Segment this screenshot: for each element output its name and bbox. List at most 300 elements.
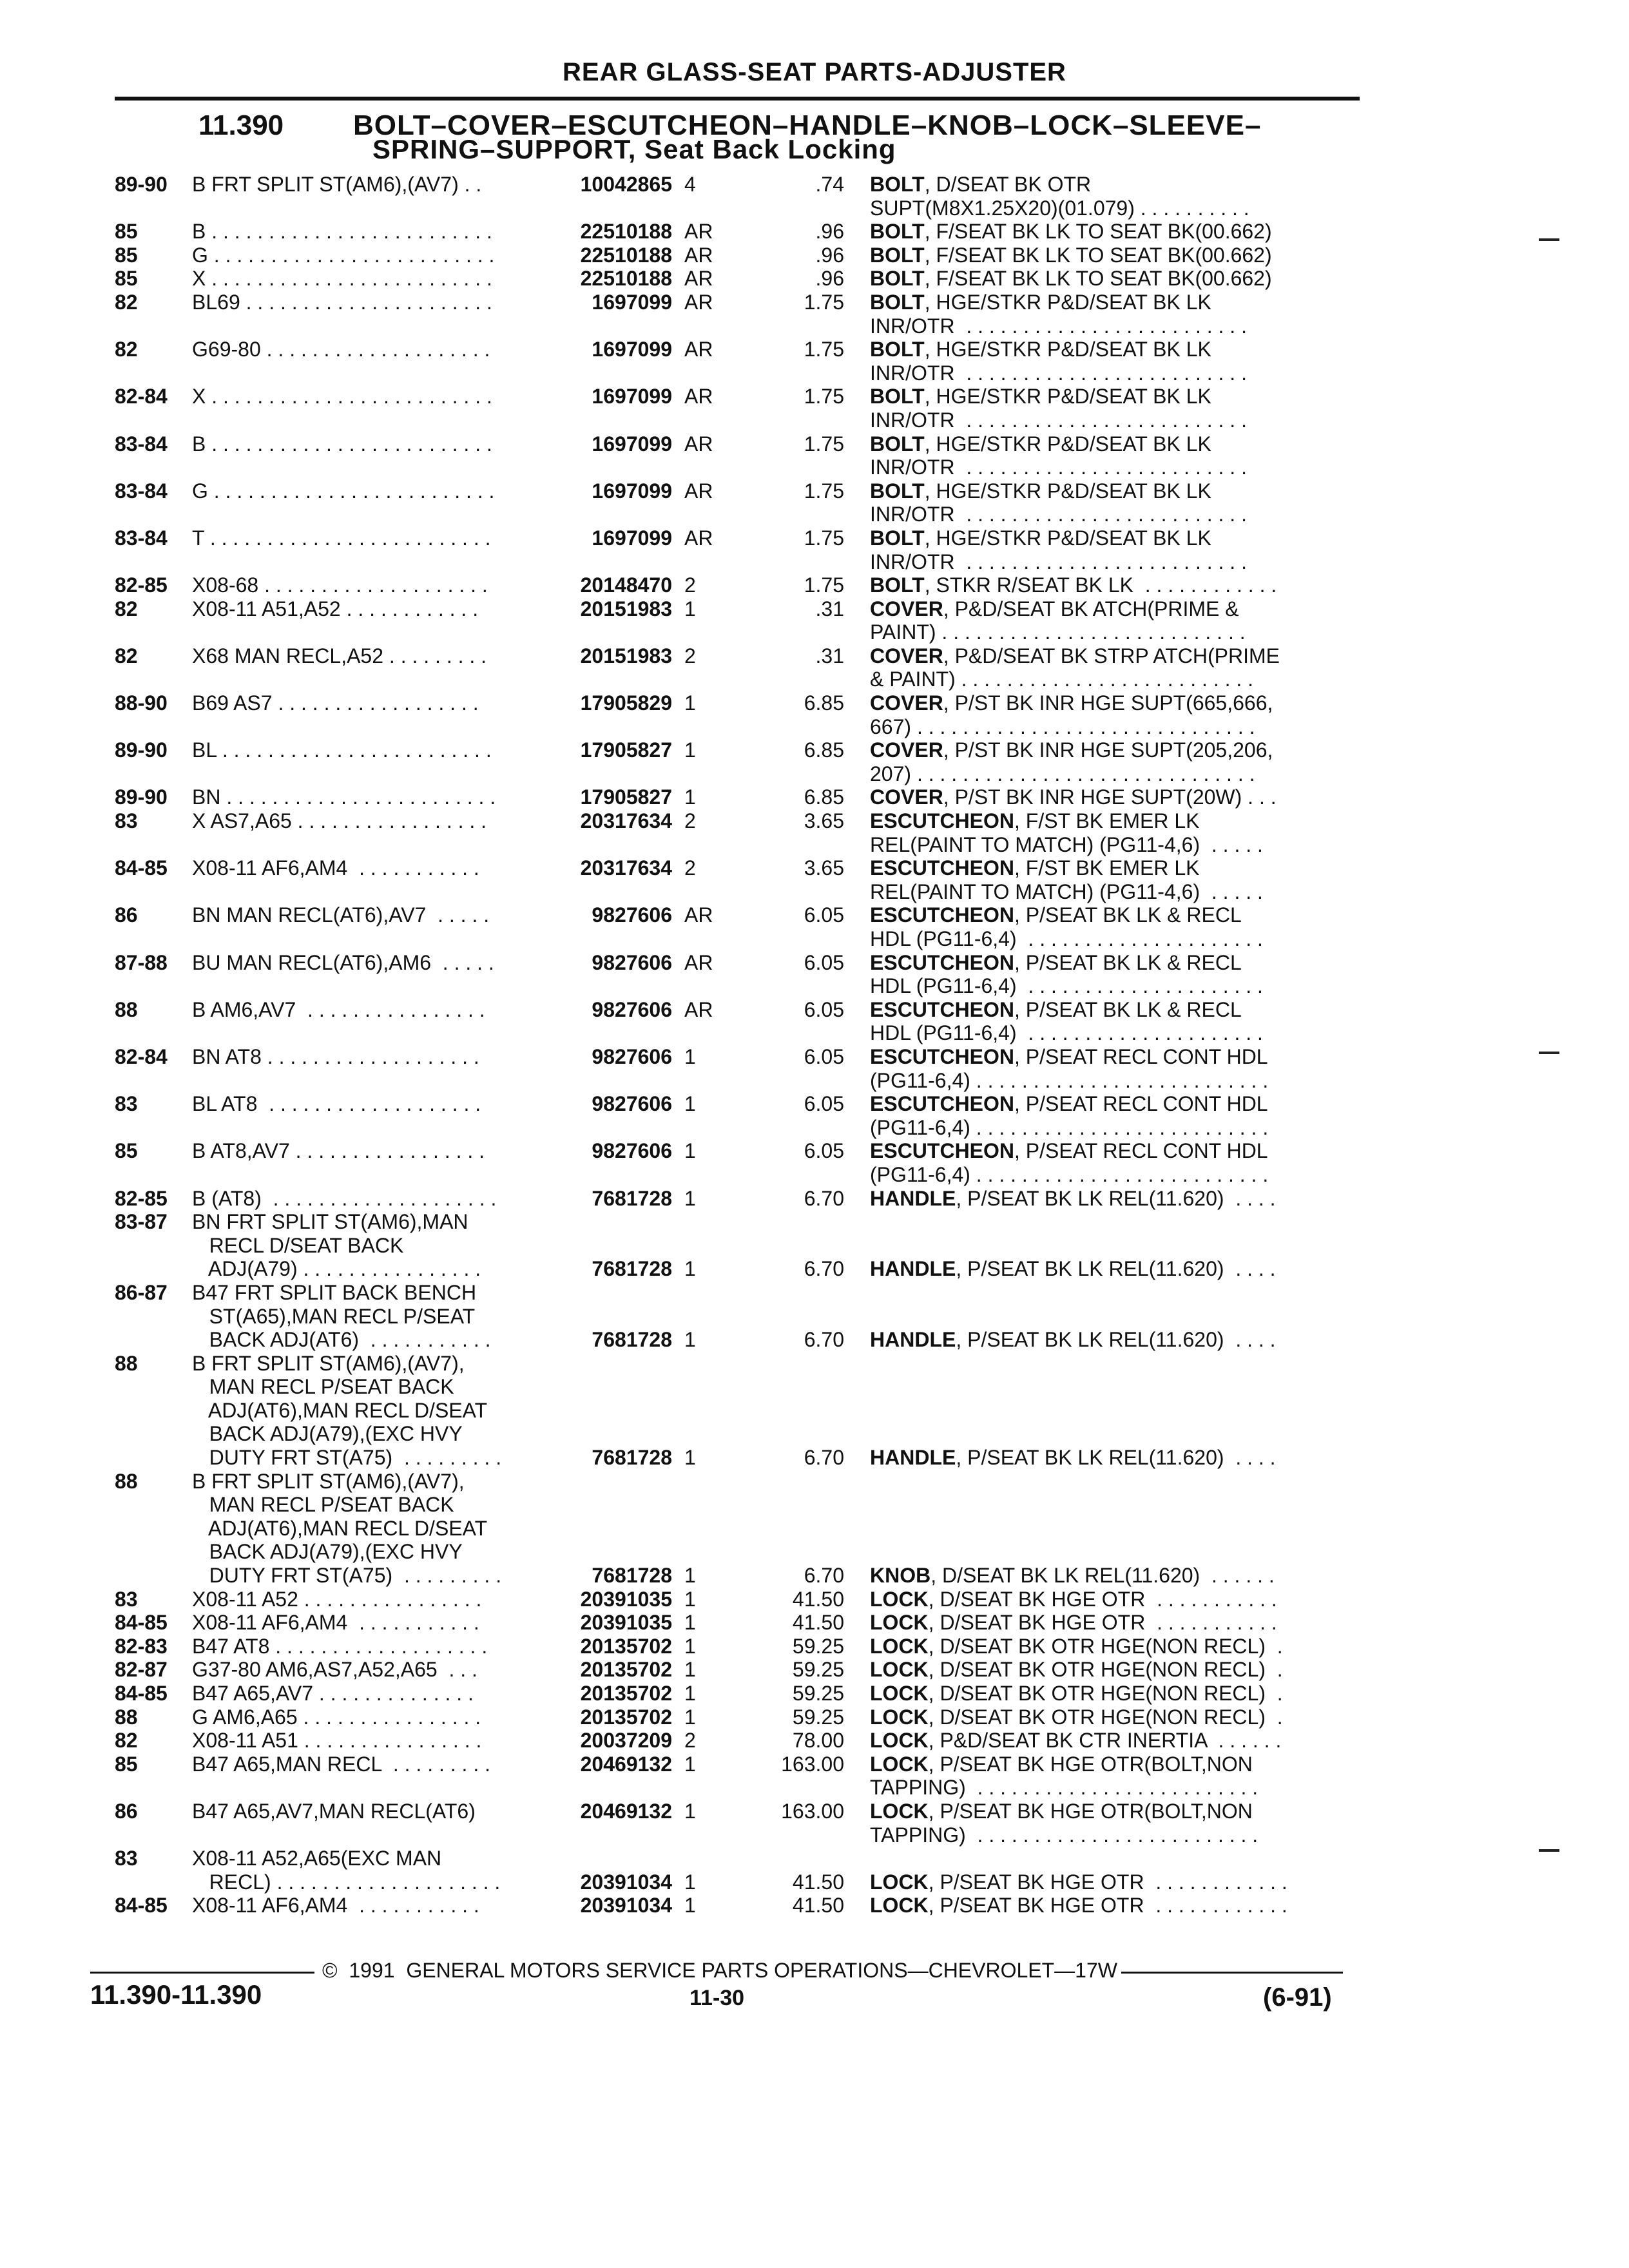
quantity: AR — [684, 220, 713, 244]
application: G37-80 AM6,AS7,A52,A65 . . . — [192, 1658, 477, 1682]
table-row — [0, 1163, 1629, 1187]
part-number: 17905829 — [580, 691, 672, 715]
model-years: 88 — [115, 1469, 138, 1493]
description — [870, 668, 1347, 691]
application: DUTY FRT ST(A75) . . . . . . . . . — [192, 1564, 502, 1588]
description — [870, 1187, 1347, 1211]
description — [870, 338, 1347, 361]
part-detail: , HGE/STKR P&D/SEAT BK LK — [924, 432, 1211, 456]
table-row — [0, 974, 1629, 998]
application: B FRT SPLIT ST(AM6),(AV7), — [192, 1469, 465, 1493]
model-years: 83 — [115, 809, 138, 833]
description — [870, 526, 1347, 550]
price: 1.75 — [804, 290, 844, 314]
table-row — [0, 597, 1629, 621]
application: BN . . . . . . . . . . . . . . . . . . . . . . . . — [192, 785, 496, 809]
table-row — [0, 291, 1629, 314]
part-detail: , D/SEAT BK LK REL(11.620) . . . . . . — [930, 1564, 1275, 1588]
part-detail: , P&D/SEAT BK CTR INERTIA . . . . . . — [928, 1729, 1282, 1753]
description — [870, 1446, 1347, 1470]
section-range: 11.390-11.390 — [90, 1979, 262, 2010]
quantity: 2 — [684, 1729, 696, 1753]
model-years: 86 — [115, 1799, 138, 1823]
price: 1.75 — [804, 526, 844, 550]
application: G . . . . . . . . . . . . . . . . . . . . . . . . . — [192, 243, 495, 267]
part-name: HANDLE — [870, 1257, 956, 1281]
description — [870, 1069, 1347, 1093]
part-number: 9827606 — [592, 1139, 672, 1163]
description — [870, 762, 1347, 786]
part-number: 20148470 — [580, 573, 672, 597]
part-detail: INR/OTR . . . . . . . . . . . . . . . . . . . . . . . . . — [870, 503, 1247, 526]
part-name: BOLT — [870, 479, 925, 503]
part-name: LOCK — [870, 1682, 929, 1705]
part-detail: TAPPING) . . . . . . . . . . . . . . . . . . . . . . . . . — [870, 1823, 1258, 1847]
price: 41.50 — [792, 1611, 844, 1635]
description — [870, 291, 1347, 314]
part-name: LOCK — [870, 1611, 929, 1635]
description — [870, 550, 1347, 574]
model-years: 85 — [115, 1139, 138, 1163]
price: .96 — [815, 267, 844, 291]
quantity: 1 — [684, 738, 696, 762]
part-detail: 667) . . . . . . . . . . . . . . . . . . . . . . . . . . . . . . — [870, 715, 1255, 738]
application: X08-11 A51,A52 . . . . . . . . . . . . — [192, 597, 479, 620]
price: 6.70 — [804, 1564, 844, 1588]
table-row — [0, 1139, 1629, 1163]
model-years: 83 — [115, 1847, 138, 1870]
part-number: 7681728 — [592, 1564, 672, 1588]
application: X08-11 AF6,AM4 . . . . . . . . . . . — [192, 1611, 479, 1635]
table-row — [0, 267, 1629, 291]
description — [870, 1257, 1347, 1281]
model-years: 83 — [115, 1092, 138, 1116]
description — [870, 1021, 1347, 1045]
table-row — [0, 1422, 1629, 1446]
table-row — [0, 1399, 1629, 1423]
part-number: 9827606 — [592, 950, 672, 974]
table-row — [0, 1800, 1629, 1823]
table-row — [0, 1116, 1629, 1140]
application: BN AT8 . . . . . . . . . . . . . . . . . . . — [192, 1044, 479, 1068]
table-row — [0, 1328, 1629, 1352]
model-years: 82-83 — [115, 1634, 168, 1658]
description — [870, 432, 1347, 456]
application: B FRT SPLIT ST(AM6),(AV7) . . — [192, 173, 482, 196]
application: ADJ(AT6),MAN RECL D/SEAT — [192, 1516, 488, 1540]
part-number: 20135702 — [580, 1634, 672, 1658]
description — [870, 1092, 1347, 1116]
table-row — [0, 408, 1629, 432]
table-row — [0, 1776, 1629, 1800]
part-number: 17905827 — [580, 785, 672, 809]
quantity: 1 — [684, 1682, 696, 1705]
application: B47 A65,MAN RECL . . . . . . . . . — [192, 1752, 490, 1776]
table-row — [0, 1045, 1629, 1069]
footer-rule-left — [90, 1972, 314, 1974]
price: 6.70 — [804, 1257, 844, 1281]
price: 6.85 — [804, 785, 844, 809]
part-detail: , D/SEAT BK OTR HGE(NON RECL) . — [928, 1705, 1283, 1729]
copyright-notice: © 1991 GENERAL MOTORS SERVICE PARTS OPERATIONS—CHEVROLET—17W — [322, 1959, 1117, 1982]
table-row — [0, 1234, 1629, 1258]
part-detail: , P&D/SEAT BK ATCH(PRIME & — [943, 597, 1239, 620]
price: 1.75 — [804, 338, 844, 361]
quantity: 4 — [684, 173, 696, 196]
application: B AT8,AV7 . . . . . . . . . . . . . . . . . — [192, 1139, 485, 1163]
part-name: BOLT — [870, 267, 925, 291]
description — [870, 244, 1347, 267]
quantity: 1 — [684, 1587, 696, 1611]
part-name: BOLT — [870, 385, 925, 408]
model-years: 88 — [115, 1351, 138, 1375]
price: 163.00 — [781, 1752, 844, 1776]
description — [870, 1800, 1347, 1823]
description — [870, 1635, 1347, 1658]
description — [870, 1139, 1347, 1163]
part-name: BOLT — [870, 338, 925, 361]
table-row — [0, 1021, 1629, 1045]
quantity: AR — [684, 267, 713, 291]
part-number: 7681728 — [592, 1446, 672, 1470]
model-years: 83 — [115, 1587, 138, 1611]
description — [870, 385, 1347, 408]
part-number: 1697099 — [592, 432, 672, 456]
description — [870, 856, 1347, 880]
margin-tick — [1539, 1849, 1559, 1852]
price: 6.05 — [804, 1044, 844, 1068]
application: BL . . . . . . . . . . . . . . . . . . . . . . . . — [192, 738, 492, 762]
section-number: 11.390 — [198, 110, 284, 141]
part-detail: , P&D/SEAT BK STRP ATCH(PRIME — [943, 644, 1280, 668]
quantity: 1 — [684, 1752, 696, 1776]
table-row — [0, 1069, 1629, 1093]
part-detail: , HGE/STKR P&D/SEAT BK LK — [924, 479, 1211, 503]
table-row — [0, 1753, 1629, 1776]
part-number: 9827606 — [592, 1092, 672, 1116]
application: X . . . . . . . . . . . . . . . . . . . . . . . . . — [192, 267, 492, 291]
description — [870, 785, 1347, 809]
table-row — [0, 1564, 1629, 1588]
description — [870, 644, 1347, 668]
model-years: 85 — [115, 1752, 138, 1776]
application: BACK ADJ(A79),(EXC HVY — [192, 1540, 463, 1564]
part-detail: , P/ST BK INR HGE SUPT(20W) . . . — [943, 785, 1277, 809]
quantity: 1 — [684, 1564, 696, 1588]
table-row — [0, 620, 1629, 644]
part-number: 20135702 — [580, 1658, 672, 1682]
table-row — [0, 785, 1629, 809]
quantity: AR — [684, 526, 713, 550]
table-row — [0, 1588, 1629, 1611]
description — [870, 738, 1347, 762]
description — [870, 1045, 1347, 1069]
table-row — [0, 1635, 1629, 1658]
model-years: 85 — [115, 243, 138, 267]
price: 59.25 — [792, 1634, 844, 1658]
application: B69 AS7 . . . . . . . . . . . . . . . . . . — [192, 691, 479, 715]
price: 1.75 — [804, 479, 844, 503]
price: .74 — [815, 173, 844, 196]
application: DUTY FRT ST(A75) . . . . . . . . . — [192, 1446, 502, 1470]
margin-tick — [1539, 1052, 1559, 1054]
part-number: 20151983 — [580, 597, 672, 620]
part-detail: , P/SEAT BK HGE OTR . . . . . . . . . . . . — [928, 1870, 1287, 1894]
part-name: LOCK — [870, 1705, 929, 1729]
description — [870, 408, 1347, 432]
quantity: 1 — [684, 1257, 696, 1281]
quantity: AR — [684, 338, 713, 361]
table-row — [0, 244, 1629, 267]
price: 6.70 — [804, 1446, 844, 1470]
quantity: AR — [684, 479, 713, 503]
application: X08-11 A52,A65(EXC MAN — [192, 1847, 442, 1870]
part-name: ESCUTCHEON — [870, 856, 1015, 880]
price: 1.75 — [804, 573, 844, 597]
table-row — [0, 809, 1629, 833]
table-row — [0, 1352, 1629, 1376]
part-detail: , P/SEAT BK HGE OTR(BOLT,NON — [928, 1799, 1253, 1823]
table-row — [0, 1706, 1629, 1729]
part-name: ESCUTCHEON — [870, 1139, 1015, 1163]
part-number: 20135702 — [580, 1705, 672, 1729]
price: 59.25 — [792, 1682, 844, 1705]
part-name: LOCK — [870, 1634, 929, 1658]
table-row — [0, 691, 1629, 715]
parts-table — [0, 173, 1629, 1917]
part-number: 20317634 — [580, 809, 672, 833]
part-name: BOLT — [870, 243, 925, 267]
part-number: 20469132 — [580, 1752, 672, 1776]
table-row — [0, 197, 1629, 220]
part-name: KNOB — [870, 1564, 931, 1588]
table-row — [0, 715, 1629, 739]
part-number: 1697099 — [592, 526, 672, 550]
model-years: 84-85 — [115, 1682, 168, 1705]
description — [870, 1870, 1347, 1894]
part-name: COVER — [870, 691, 943, 715]
part-name: ESCUTCHEON — [870, 997, 1015, 1021]
model-years: 89-90 — [115, 785, 168, 809]
description — [870, 173, 1347, 197]
part-name: LOCK — [870, 1799, 929, 1823]
model-years: 88-90 — [115, 691, 168, 715]
table-row — [0, 1493, 1629, 1517]
description — [870, 1682, 1347, 1706]
part-detail: , F/SEAT BK LK TO SEAT BK(00.662) — [924, 267, 1272, 291]
part-detail: INR/OTR . . . . . . . . . . . . . . . . . . . . . . . . . — [870, 456, 1247, 479]
description — [870, 951, 1347, 975]
quantity: 1 — [684, 1092, 696, 1116]
price: 78.00 — [792, 1729, 844, 1753]
part-number: 7681728 — [592, 1328, 672, 1352]
part-name: LOCK — [870, 1752, 929, 1776]
description — [870, 314, 1347, 338]
part-detail: , STKR R/SEAT BK LK . . . . . . . . . . . . — [924, 573, 1277, 597]
description — [870, 220, 1347, 244]
part-detail: , P/SEAT BK HGE OTR(BOLT,NON — [928, 1752, 1253, 1776]
table-row — [0, 1682, 1629, 1706]
part-detail: , P/SEAT BK LK REL(11.620) . . . . — [956, 1186, 1276, 1210]
page-title: REAR GLASS-SEAT PARTS-ADJUSTER — [563, 58, 1066, 86]
part-detail: , P/SEAT BK LK & RECL — [1014, 903, 1242, 927]
part-detail: HDL (PG11-6,4) . . . . . . . . . . . . . . . . . . . . . — [870, 974, 1263, 998]
model-years: 83-87 — [115, 1210, 168, 1234]
quantity: 1 — [684, 1894, 696, 1917]
application: X08-68 . . . . . . . . . . . . . . . . . . . . — [192, 573, 488, 597]
quantity: 2 — [684, 809, 696, 833]
price: 1.75 — [804, 432, 844, 456]
part-detail: , D/SEAT BK OTR HGE(NON RECL) . — [928, 1658, 1283, 1682]
quantity: 1 — [684, 1611, 696, 1635]
description — [870, 998, 1347, 1022]
application: B (AT8) . . . . . . . . . . . . . . . . . . . . — [192, 1186, 497, 1210]
part-number: 9827606 — [592, 1044, 672, 1068]
application: X AS7,A65 . . . . . . . . . . . . . . . . . — [192, 809, 487, 833]
price: 6.70 — [804, 1186, 844, 1210]
quantity: 1 — [684, 1186, 696, 1210]
quantity: 1 — [684, 1139, 696, 1163]
model-years: 82-84 — [115, 385, 168, 408]
part-name: COVER — [870, 785, 943, 809]
part-detail: , D/SEAT BK HGE OTR . . . . . . . . . . . — [928, 1611, 1277, 1635]
table-row — [0, 1305, 1629, 1329]
description — [870, 597, 1347, 621]
header-rule — [115, 97, 1360, 101]
table-row — [0, 456, 1629, 479]
part-detail: HDL (PG11-6,4) . . . . . . . . . . . . . . . . . . . . . — [870, 1021, 1263, 1045]
part-name: COVER — [870, 644, 943, 668]
part-name: BOLT — [870, 290, 925, 314]
part-name: ESCUTCHEON — [870, 809, 1015, 833]
price: 1.75 — [804, 385, 844, 408]
description — [870, 927, 1347, 951]
application: X08-11 A51 . . . . . . . . . . . . . . . . — [192, 1729, 482, 1753]
section-title-line-2: SPRING–SUPPORT, Seat Back Locking — [372, 134, 896, 164]
part-detail: INR/OTR . . . . . . . . . . . . . . . . . . . . . . . . . — [870, 408, 1247, 432]
part-detail: PAINT) . . . . . . . . . . . . . . . . . . . . . . . . . . . — [870, 620, 1246, 644]
description — [870, 833, 1347, 857]
part-number: 1697099 — [592, 479, 672, 503]
model-years: 86 — [115, 903, 138, 927]
price: 59.25 — [792, 1705, 844, 1729]
model-years: 82-85 — [115, 573, 168, 597]
model-years: 88 — [115, 1705, 138, 1729]
date-code: (6-91) — [1263, 1983, 1332, 2012]
application: G69-80 . . . . . . . . . . . . . . . . . . . . — [192, 338, 490, 361]
application: BN FRT SPLIT ST(AM6),MAN — [192, 1210, 468, 1234]
price: .31 — [815, 644, 844, 668]
part-number: 7681728 — [592, 1186, 672, 1210]
quantity: AR — [684, 290, 713, 314]
model-years: 82 — [115, 1729, 138, 1753]
part-detail: , P/SEAT BK LK & RECL — [1014, 997, 1242, 1021]
price: 59.25 — [792, 1658, 844, 1682]
model-years: 83-84 — [115, 479, 168, 503]
price: 6.70 — [804, 1328, 844, 1352]
part-detail: , P/SEAT BK LK REL(11.620) . . . . — [956, 1328, 1276, 1352]
part-name: HANDLE — [870, 1328, 956, 1352]
model-years: 88 — [115, 997, 138, 1021]
part-name: LOCK — [870, 1729, 929, 1753]
part-number: 22510188 — [580, 220, 672, 244]
part-name: HANDLE — [870, 1446, 956, 1470]
description — [870, 1776, 1347, 1800]
page-number: 11-30 — [689, 1986, 745, 2010]
table-row — [0, 503, 1629, 526]
table-row — [0, 998, 1629, 1022]
application: ST(A65),MAN RECL P/SEAT — [192, 1304, 476, 1328]
quantity: 1 — [684, 1634, 696, 1658]
description — [870, 1611, 1347, 1635]
description — [870, 974, 1347, 998]
table-row — [0, 314, 1629, 338]
description — [870, 903, 1347, 927]
quantity: AR — [684, 997, 713, 1021]
price: .31 — [815, 597, 844, 620]
table-row — [0, 1210, 1629, 1234]
part-detail: REL(PAINT TO MATCH) (PG11-4,6) . . . . . — [870, 879, 1263, 903]
application: B FRT SPLIT ST(AM6),(AV7), — [192, 1351, 465, 1375]
footer-rule-right — [1121, 1972, 1343, 1974]
part-name: LOCK — [870, 1894, 929, 1917]
price: 3.65 — [804, 856, 844, 880]
description — [870, 809, 1347, 833]
part-detail: , P/SEAT BK LK REL(11.620) . . . . — [956, 1446, 1276, 1470]
application: T . . . . . . . . . . . . . . . . . . . . . . . . . — [192, 526, 491, 550]
quantity: AR — [684, 903, 713, 927]
price: 6.05 — [804, 1139, 844, 1163]
application: BACK ADJ(AT6) . . . . . . . . . . . — [192, 1328, 491, 1352]
description — [870, 197, 1347, 220]
part-detail: , D/SEAT BK OTR HGE(NON RECL) . — [928, 1682, 1283, 1705]
section-title-line-1: BOLT–COVER–ESCUTCHEON–HANDLE–KNOB–LOCK–SLEEVE– — [353, 110, 1262, 141]
part-detail: , P/ST BK INR HGE SUPT(205,206, — [943, 738, 1273, 762]
table-row — [0, 1823, 1629, 1847]
application: B . . . . . . . . . . . . . . . . . . . . . . . . . — [192, 220, 492, 244]
model-years: 85 — [115, 220, 138, 244]
application: BN MAN RECL(AT6),AV7 . . . . . — [192, 903, 490, 927]
price: 6.85 — [804, 738, 844, 762]
table-row — [0, 1446, 1629, 1470]
description — [870, 1729, 1347, 1753]
part-detail: , P/SEAT RECL CONT HDL — [1014, 1139, 1268, 1163]
price: 6.05 — [804, 1092, 844, 1116]
part-number: 20391035 — [580, 1587, 672, 1611]
part-name: LOCK — [870, 1587, 929, 1611]
part-name: ESCUTCHEON — [870, 903, 1015, 927]
application: X08-11 A52 . . . . . . . . . . . . . . . . — [192, 1587, 482, 1611]
part-detail: , P/ST BK INR HGE SUPT(665,666, — [943, 691, 1273, 715]
application: MAN RECL P/SEAT BACK — [192, 1375, 454, 1399]
table-row — [0, 432, 1629, 456]
part-number: 20037209 — [580, 1729, 672, 1753]
model-years: 82-85 — [115, 1186, 168, 1210]
price: 6.05 — [804, 997, 844, 1021]
part-name: BOLT — [870, 573, 925, 597]
application: B47 A65,AV7,MAN RECL(AT6) — [192, 1799, 476, 1823]
description — [870, 573, 1347, 597]
table-row — [0, 1729, 1629, 1753]
description — [870, 620, 1347, 644]
part-number: 20469132 — [580, 1799, 672, 1823]
description — [870, 880, 1347, 904]
application: ADJ(AT6),MAN RECL D/SEAT — [192, 1398, 488, 1422]
part-number: 20151983 — [580, 644, 672, 668]
part-name: BOLT — [870, 526, 925, 550]
application: X08-11 AF6,AM4 . . . . . . . . . . . — [192, 856, 479, 880]
application: RECL D/SEAT BACK — [192, 1233, 404, 1257]
